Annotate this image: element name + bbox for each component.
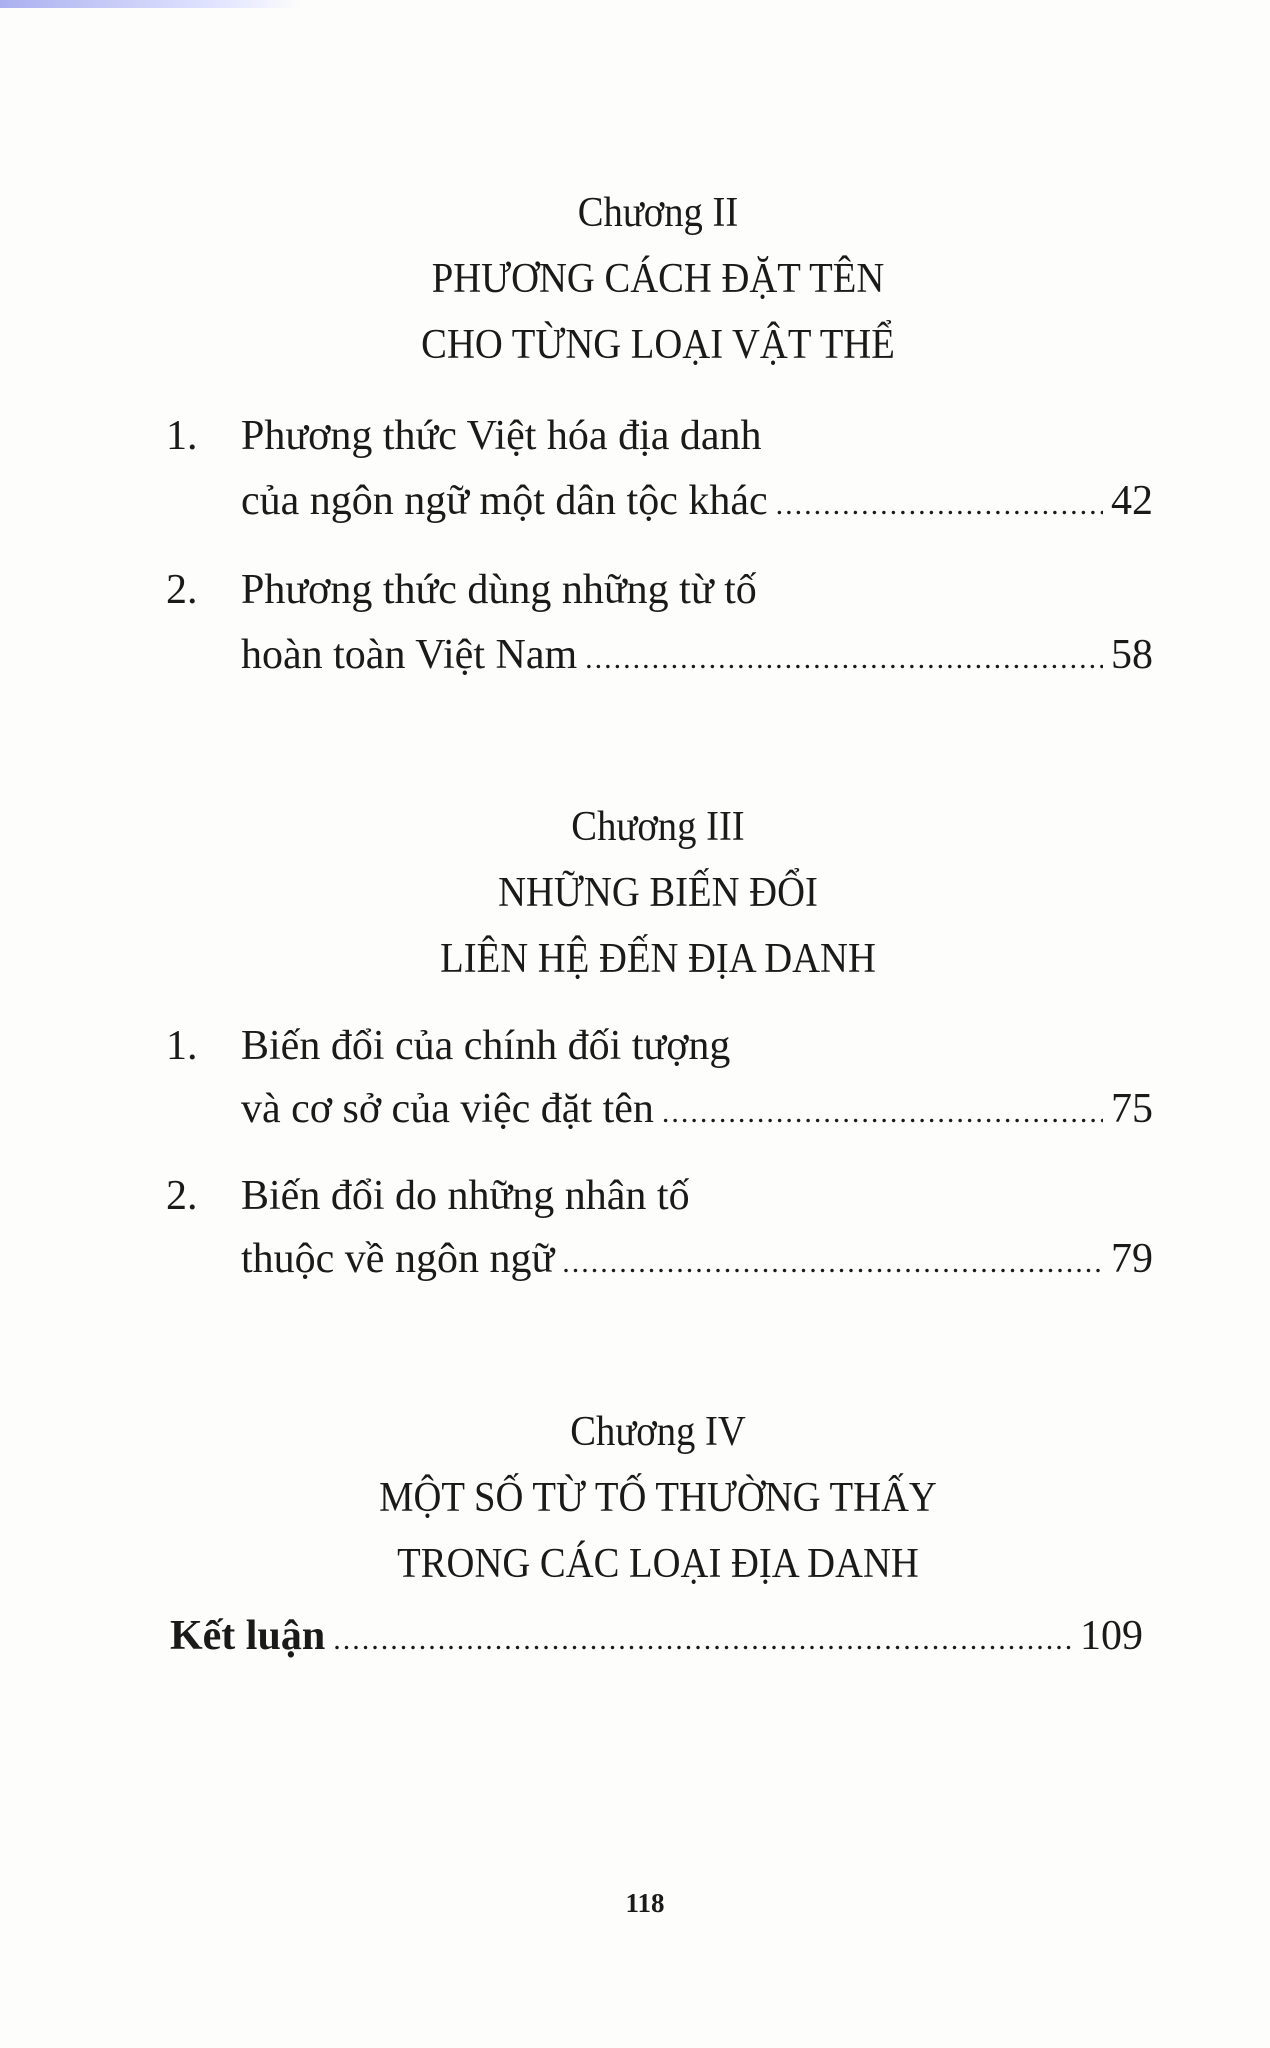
chapter-2-heading [53,180,1264,378]
entry-line: Phương thức Việt hóa địa danh [241,413,762,459]
entry-number: 2. [166,567,198,613]
chapter-3-heading [53,794,1264,992]
leader-dots [333,1623,1072,1657]
entry-page: 79 [1111,1236,1153,1282]
chapter-title-line: MỘT SỐ TỪ TỐ THƯỜNG THẤY [379,1475,937,1521]
scan-edge [0,0,300,8]
leader-dots [585,626,1103,691]
entry-page: 58 [1111,632,1153,678]
entry-line: thuộc về ngôn ngữ [241,1236,555,1282]
entry-line: Biến đổi của chính đối tượng [241,1023,731,1069]
entry-line: Phương thức dùng những từ tố [241,567,757,613]
entry-page: 75 [1111,1086,1153,1132]
toc-entry-conclusion[interactable] [170,1612,1143,1660]
entry-line: và cơ sở của việc đặt tên [241,1086,654,1132]
leader-dots [662,1080,1103,1145]
entry-line: của ngôn ngữ một dân tộc khác [241,478,768,524]
entry-label: Kết luận [170,1613,326,1659]
entry-number: 1. [166,1023,198,1069]
entry-page: 42 [1111,478,1153,524]
chapter-title-line: CHO TỪNG LOẠI VẬT THỂ [421,322,895,368]
chapter-label: Chương II [577,190,739,236]
entry-page: 109 [1080,1613,1143,1659]
chapter-label: Chương III [571,804,745,850]
entry-line: Biến đổi do những nhân tố [241,1173,690,1219]
entry-line: hoàn toàn Việt Nam [241,632,578,678]
page-number: 118 [625,1888,665,1918]
leader-dots [776,472,1103,537]
chapter-title-line: NHỮNG BIẾN ĐỔI [498,870,818,916]
chapter-4-heading [53,1399,1264,1597]
chapter-title-line: PHƯƠNG CÁCH ĐẶT TÊN [431,256,885,302]
leader-dots [562,1230,1103,1295]
chapter-title-line: LIÊN HỆ ĐẾN ĐỊA DANH [440,936,876,982]
chapter-label: Chương IV [570,1409,746,1455]
chapter-title-line: TRONG CÁC LOẠI ĐỊA DANH [397,1541,919,1587]
entry-number: 2. [166,1173,198,1219]
entry-number: 1. [166,413,198,459]
